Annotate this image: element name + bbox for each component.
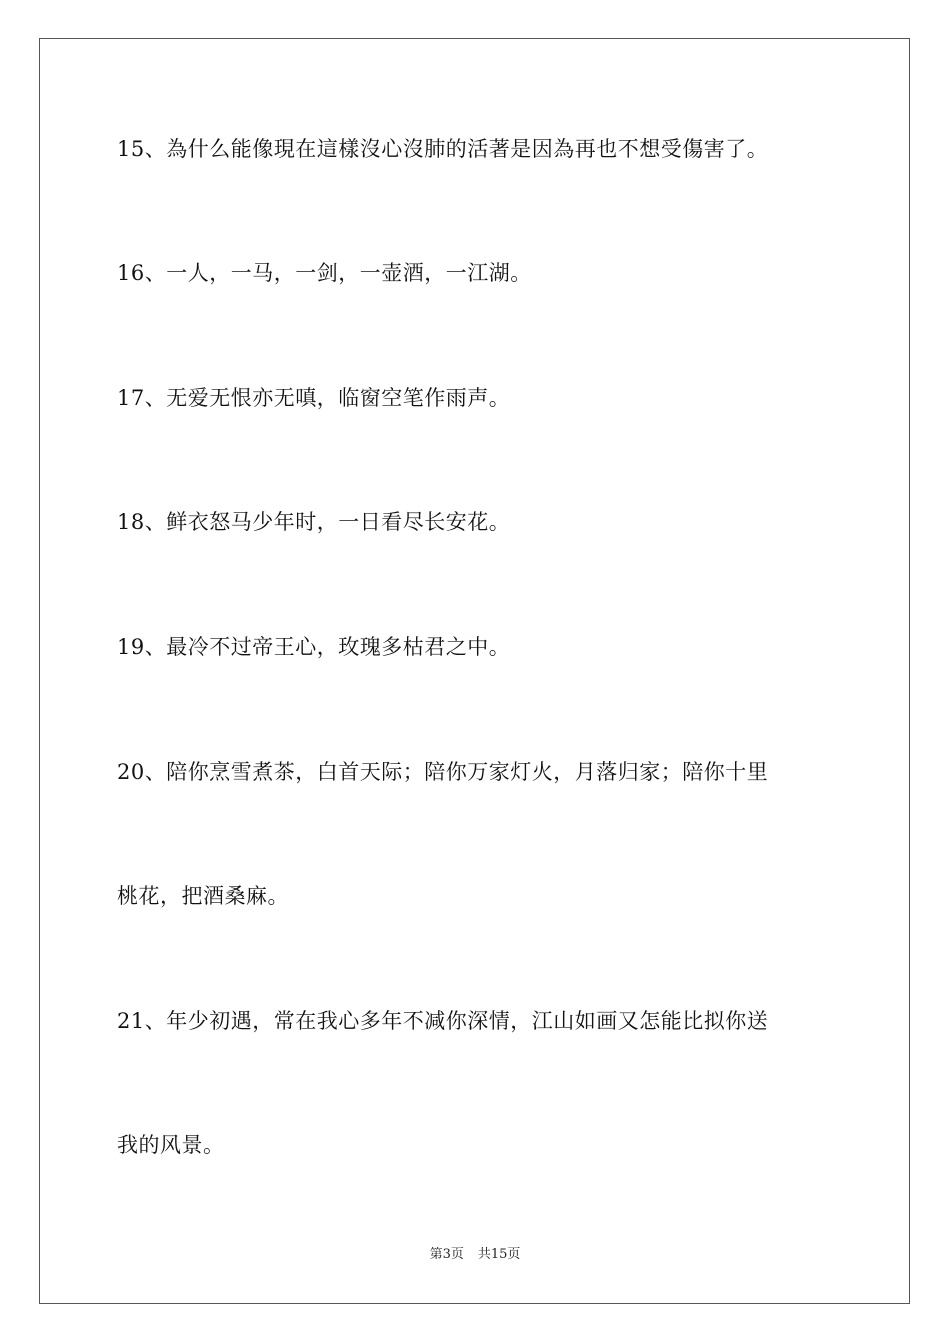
quote-line-19: 19、最冷不过帝王心，玫瑰多枯君之中。 — [117, 635, 511, 659]
page-footer — [0, 1246, 950, 1264]
quote-line-18: 18、鲜衣怒马少年时，一日看尽长安花。 — [117, 510, 511, 534]
quote-line-17: 17、无爱无恨亦无嗔，临窗空笔作雨声。 — [117, 386, 511, 410]
quote-line-20-continued: 桃花，把酒桑麻。 — [117, 884, 289, 908]
quote-line-16: 16、一人，一马，一剑，一壶酒，一江湖。 — [117, 261, 532, 285]
page-number: 第3页 — [429, 1247, 464, 1262]
page-border — [39, 38, 910, 1304]
page-total: 共15页 — [477, 1247, 521, 1262]
quote-line-21: 21、年少初遇，常在我心多年不减你深情，江山如画又怎能比拟你送 — [117, 1009, 769, 1033]
quote-line-15: 15、為什么能像現在這樣沒心沒肺的活著是因為再也不想受傷害了。 — [117, 137, 769, 161]
quote-line-20: 20、陪你烹雪煮茶，白首天际；陪你万家灯火，月落归家；陪你十里 — [117, 760, 769, 784]
quote-line-21-continued: 我的风景。 — [117, 1133, 225, 1157]
